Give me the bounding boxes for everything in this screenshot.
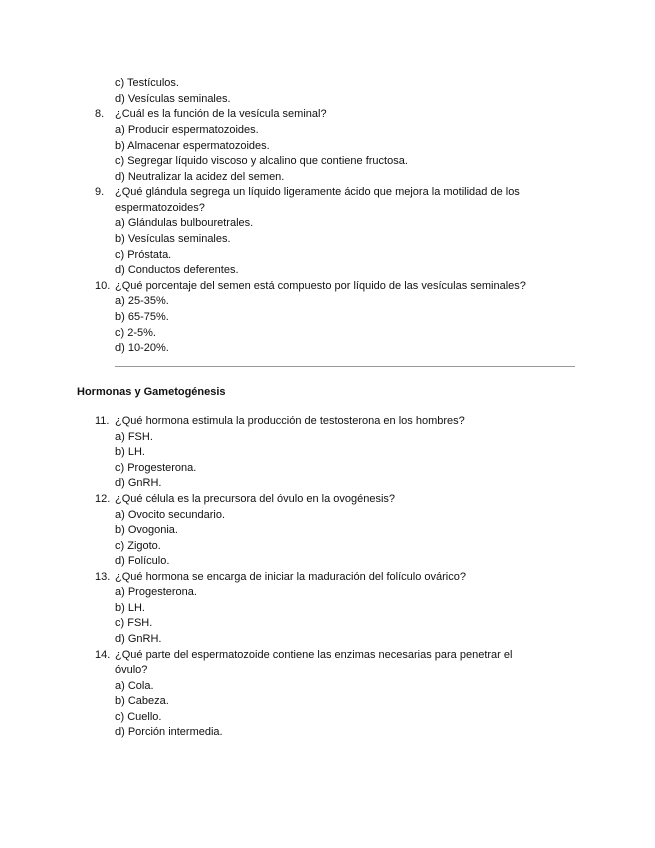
question-number: 9.: [95, 186, 105, 198]
question-text: ¿Qué hormona se encarga de iniciar la maduración del folículo ovárico?: [115, 571, 466, 583]
question-text: ¿Qué parte del espermatozoide contiene las enzimas necesarias para penetrar el: [115, 649, 513, 661]
section-divider: [115, 366, 575, 367]
option-text: c) Próstata.: [115, 249, 172, 261]
option-text: c) FSH.: [115, 617, 153, 629]
question-text: ¿Qué hormona estimula la producción de testosterona en los hombres?: [115, 415, 465, 427]
question-text-continued: óvulo?: [115, 664, 148, 676]
option-text: c) Zigoto.: [115, 540, 161, 552]
option-text: b) Cabeza.: [115, 695, 169, 707]
option-text: a) Ovocito secundario.: [115, 509, 226, 521]
question-text-continued: espermatozoides?: [115, 202, 205, 214]
option-text: d) Conductos deferentes.: [115, 264, 239, 276]
question-number: 10.: [95, 280, 111, 292]
question-number: 11.: [95, 415, 110, 427]
option-text: a) Progesterona.: [115, 586, 197, 598]
option-text: c) Cuello.: [115, 711, 162, 723]
section-title: Hormonas y Gametogénesis: [77, 386, 226, 398]
option-text: d) Vesículas seminales.: [115, 93, 231, 105]
option-text: b) LH.: [115, 602, 145, 614]
option-text: b) 65-75%.: [115, 311, 169, 323]
question-text: ¿Cuál es la función de la vesícula seminal?: [115, 108, 327, 120]
option-text: c) Testículos.: [115, 77, 179, 89]
option-text: d) Porción intermedia.: [115, 726, 223, 738]
option-text: d) GnRH.: [115, 477, 162, 489]
option-text: a) Producir espermatozoides.: [115, 124, 259, 136]
option-text: a) FSH.: [115, 431, 153, 443]
question-text: ¿Qué célula es la precursora del óvulo en la ovogénesis?: [115, 493, 396, 505]
option-text: c) Progesterona.: [115, 462, 197, 474]
question-number: 8.: [95, 108, 105, 120]
option-text: a) 25-35%.: [115, 295, 169, 307]
question-number: 12.: [95, 493, 111, 505]
option-text: a) Glándulas bulbouretrales.: [115, 217, 254, 229]
option-text: b) Almacenar espermatozoides.: [115, 140, 270, 152]
option-text: b) LH.: [115, 446, 145, 458]
question-number: 13.: [95, 571, 111, 583]
option-text: d) 10-20%.: [115, 342, 169, 354]
question-text: ¿Qué glándula segrega un líquido ligeramente ácido que mejora la motilidad de los: [115, 186, 520, 198]
option-text: c) Segregar líquido viscoso y alcalino que contiene fructosa.: [115, 155, 408, 167]
option-text: c) 2-5%.: [115, 327, 156, 339]
question-number: 14.: [95, 649, 111, 661]
option-text: d) GnRH.: [115, 633, 162, 645]
option-text: d) Folículo.: [115, 555, 170, 567]
option-text: a) Cola.: [115, 680, 154, 692]
option-text: b) Vesículas seminales.: [115, 233, 231, 245]
option-text: d) Neutralizar la acidez del semen.: [115, 171, 285, 183]
option-text: b) Ovogonia.: [115, 524, 178, 536]
question-text: ¿Qué porcentaje del semen está compuesto por líquido de las vesículas seminales?: [115, 280, 526, 292]
